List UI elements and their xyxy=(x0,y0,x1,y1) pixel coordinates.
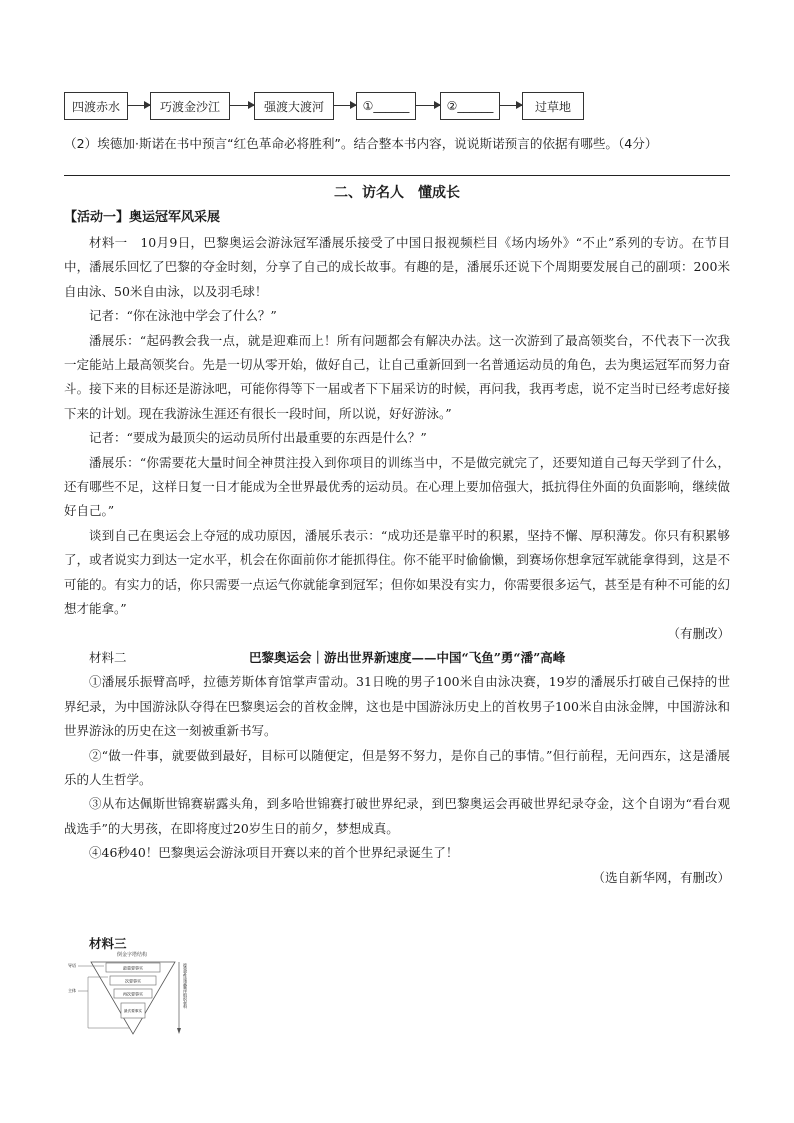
flow-box-6: 过草地 xyxy=(522,92,584,120)
section-title: 二、访名人 懂成长 xyxy=(334,185,460,201)
inverted-pyramid-diagram xyxy=(64,948,204,1040)
flow-box-3: 强渡大渡河 xyxy=(254,92,334,120)
material1-source: （有删改） xyxy=(667,625,730,641)
body-label: 主体 xyxy=(68,988,76,993)
material2-paragraph: ①潘展乐振臂高呼，拉德芳斯体育馆掌声雷动。31日晚的男子100米自由泳决赛，19岁的潘展乐打破自己保持的世界纪录，为中国游泳队夺得在巴黎奥运会的首枚金牌，这也是中国游泳历史上的首枚男子100米自由泳金牌，中国游泳和世界游泳的历史在这一刻被重新书写。 xyxy=(64,674,730,739)
flow-arrow xyxy=(128,105,150,106)
reading-text xyxy=(64,231,730,890)
material2-title: 巴黎奥运会｜游出世界新速度——中国“飞鱼”勇“潘”高峰 xyxy=(249,649,566,665)
order-side-label: 按重要性递减顺序组织材料 xyxy=(183,963,189,1009)
material2-label: 材料二 xyxy=(89,649,127,665)
flow-box-2: 巧渡金沙江 xyxy=(150,92,230,120)
pyramid-layer-3: 再次要事实 xyxy=(123,991,143,997)
flow-arrow xyxy=(500,105,522,106)
material1-paragraph: 潘展乐：“起码教会我一点，就是迎难而上！所有问题都会有解决办法。这一次游到了最高领奖台，不代表下一次我一定能站上最高领奖台。先是一切从零开始，做好自己，让自己重新回到一名普通运动员的角色，去为奥运冠军而努力奋斗。接下来的目标还是游泳吧，可能你得等下一届或者下下届采访的时候，再问我，我再考虑，说不定当时已经考虑好接下来的计划。现在我游泳生涯还有很长一段时间，所以说，好好游泳。” xyxy=(64,332,730,421)
material1-paragraph: 材料一 10月9日，巴黎奥运会游泳冠军潘展乐接受了中国日报视频栏目《场内场外》“不止”系列的专访。在节目中，潘展乐回忆了巴黎的夺金时刻，分享了自己的成长故事。有趣的是，潘展乐还说下个周期要发展自己的副项：200米自由泳、50米自由泳，以及羽毛球！ xyxy=(64,235,730,299)
material2-heading xyxy=(64,646,730,670)
pyramid-layer-1: 最重要事实 xyxy=(123,965,143,971)
route-flow-chart xyxy=(64,92,584,122)
material2-source: （选自新华网，有删改） xyxy=(592,869,730,885)
lead-label: 导语 xyxy=(68,963,76,968)
material1-paragraph: 潘展乐：“你需要花大量时间全神贯注投入到你项目的训练当中，不是做完就完了，还要知道自己每天学到了什么，还有哪些不足，这样日复一日才能成为全世界最优秀的运动员。在心理上要加倍强大，抵抗得住外面的负面影响，继续做好自己。” xyxy=(64,454,730,519)
material1-paragraph: 记者：“要成为最顶尖的运动员所付出最重要的东西是什么？” xyxy=(89,430,427,446)
flow-box-1: 四渡赤水 xyxy=(64,92,128,120)
flow-box-blank-1: ①______ xyxy=(356,92,416,120)
pyramid-layer-4: 最次要事实 xyxy=(124,1009,142,1013)
question-2: （2）埃德加·斯诺在书中预言“红色革命必将胜利”。结合整本书内容，说说斯诺预言的依据有哪些。（4分） xyxy=(64,136,658,151)
flow-arrow xyxy=(230,105,254,106)
divider xyxy=(64,175,730,176)
diagram-title: 倒金字塔结构 xyxy=(116,952,148,958)
flow-box-blank-2: ②______ xyxy=(440,92,500,120)
material2-paragraph: ③从布达佩斯世锦赛崭露头角，到多哈世锦赛打破世界纪录，到巴黎奥运会再破世界纪录夺金，这个自诩为“看台观战选手”的大男孩，在即将度过20岁生日的前夕，梦想成真。 xyxy=(64,796,730,836)
pyramid-layer-2: 次要事实 xyxy=(125,978,141,984)
activity-title: 【活动一】奥运冠军风采展 xyxy=(64,210,221,225)
material3-label: 材料三 xyxy=(89,936,127,951)
material1-paragraph: 记者：“你在泳池中学会了什么？” xyxy=(89,308,277,324)
material2-paragraph: ②“做一件事，就要做到最好，目标可以随便定，但是努不努力，是你自己的事情。”但行前程，无问西东，这是潘展乐的人生哲学。 xyxy=(64,747,730,787)
flow-arrow xyxy=(416,105,440,106)
flow-arrow xyxy=(334,105,356,106)
material1-paragraph: 谈到自己在奥运会上夺冠的成功原因，潘展乐表示：“成功还是靠平时的积累，坚持不懈、厚积薄发。你只有积累够了，或者说实力到达一定水平，机会在你面前你才能抓得住。你不能平时偷偷懒，到赛场你想拿冠军就能拿得到，这是不可能的。有实力的话，你只需要一点运气你就能拿到冠军；但你如果没有实力，你需要很多运气，甚至是有种不可能的幻想才能拿。” xyxy=(64,527,730,617)
material2-paragraph: ④46秒40！巴黎奥运会游泳项目开赛以来的首个世界纪录诞生了！ xyxy=(89,845,459,861)
